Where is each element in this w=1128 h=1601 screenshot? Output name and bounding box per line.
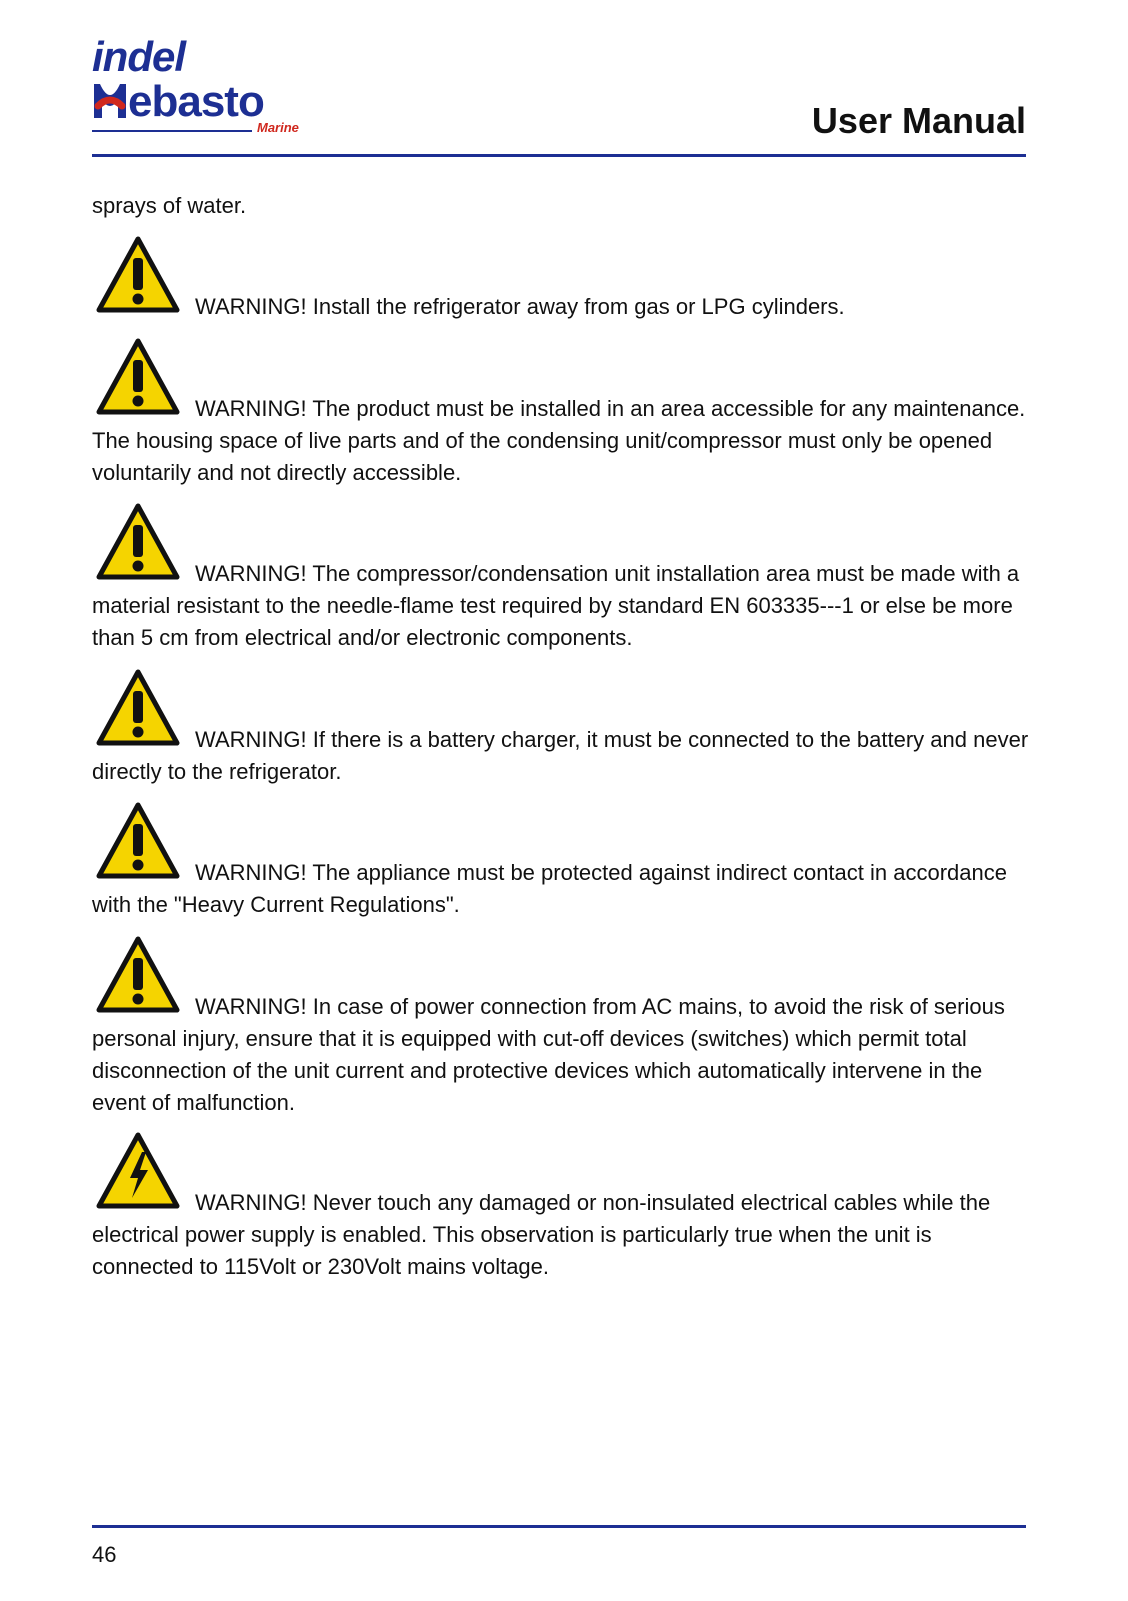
brand-logo xyxy=(92,33,324,140)
page-number: 46 xyxy=(92,1542,117,1567)
brand-logo-marine: Marine xyxy=(257,120,299,135)
footer-divider xyxy=(92,1525,1026,1528)
brand-logo-webasto: ebasto xyxy=(128,77,264,126)
header-divider xyxy=(92,154,1026,157)
warning-text-7: WARNING! Never touch any damaged or non-insulated electrical cables while the electrical power supply is enabled. This observation is particularly true when the unit is connected to 115Volt or 230Volt mains voltage. xyxy=(92,1190,991,1279)
warning-text-5: WARNING! The appliance must be protected against indirect contact in accordance with the "Heavy Current Regulations". xyxy=(92,860,1007,917)
webasto-w-logo-icon xyxy=(92,80,128,126)
warning-text-2: WARNING! The product must be installed in an area accessible for any maintenance. The housing space of live parts and of the condensing unit/compressor must only be opened voluntarily and not directly accessible. xyxy=(92,396,1026,485)
warning-text-3: WARNING! The compressor/condensation unit installation area must be made with a material resistant to the needle-flame test required by standard EN 603335---1 or else be more than 5 cm from electrical and/or electronic components. xyxy=(92,561,1020,650)
intro-text: sprays of water. xyxy=(92,193,247,218)
warning-text-1: WARNING! Install the refrigerator away from gas or LPG cylinders. xyxy=(195,294,845,319)
brand-logo-indel: indel xyxy=(92,33,186,80)
warning-text-4: WARNING! If there is a battery charger, it must be connected to the battery and never directly to the refrigerator. xyxy=(92,727,1029,784)
brand-logo-underline xyxy=(92,130,252,132)
warning-text-6: WARNING! In case of power connection from AC mains, to avoid the risk of serious personal injury, ensure that it is equipped with cut-off devices (switches) which permit total disconnection of the unit current and protective devices which automatically intervene in the event of malfunction. xyxy=(92,994,1005,1115)
page-title: User Manual xyxy=(811,100,1026,141)
